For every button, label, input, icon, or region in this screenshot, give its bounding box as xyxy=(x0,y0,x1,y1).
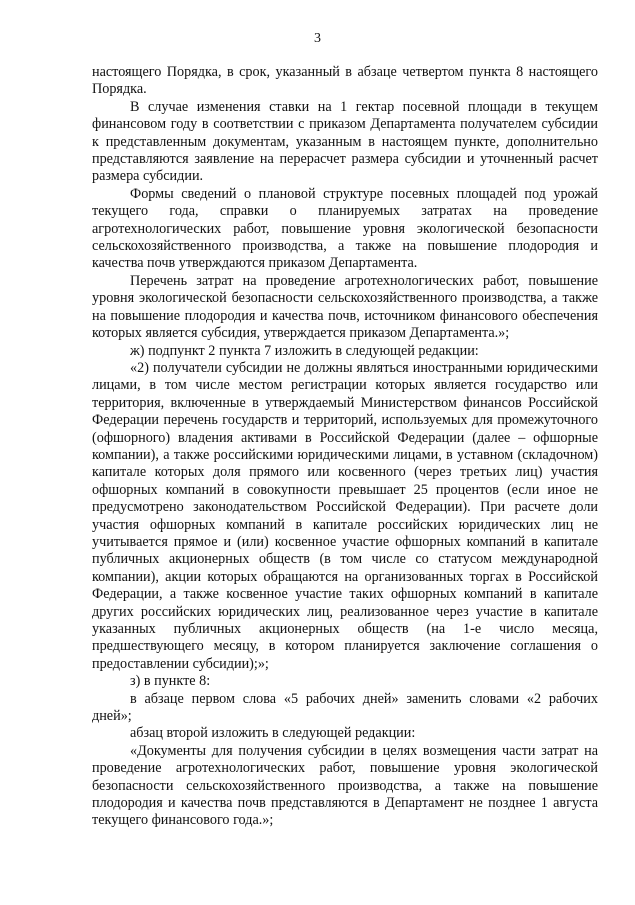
paragraph: Формы сведений о плановой структуре посевных площадей под урожай текущего года, справки о планируемых затратах на проведение агротехнологических работ, повышение уровня экологической безопасности сельскохозяйственного производства, а также на повышение плодородия и качества почв утверждаются приказом Департамента. xyxy=(92,185,598,272)
paragraph: «Документы для получения субсидии в целях возмещения части затрат на проведение агротехнологических работ, повышение уровня экологической безопасности сельскохозяйственного производства, а также на повышение плодородия и качества почв представляются в Департамент не позднее 1 августа текущего финансового года.»; xyxy=(92,742,598,829)
document-body xyxy=(92,64,598,830)
paragraph: з) в пункте 8: xyxy=(130,673,211,690)
paragraph: ж) подпункт 2 пункта 7 изложить в следующей редакции: xyxy=(130,342,479,359)
paragraph: настоящего Порядка, в срок, указанный в абзаце четвертом пункта 8 настоящего Порядка. xyxy=(92,64,598,98)
paragraph: «2) получатели субсидии не должны являться иностранными юридическими лицами, в том числе местом регистрации которых является государство или территория, включенные в утверждаемый Министерством финансов Российской Федерации перечень государств и территорий, используемых для промежуточного (офшорного) владения активами в Российской Федерации (далее – офшорные компании), а также российскими юридическими лицами, в уставном (складочном) капитале которых доля прямого или косвенного (через третьих лиц) участия офшорных компаний в совокупности превышает 25 процентов (если иное не предусмотрено законодательством Российской Федерации). При расчете доли участия офшорных компаний в капитале российских юридических лиц не учитывается прямое и (или) косвенное участие офшорных компаний в капитале публичных акционерных обществ (в том числе со статусом международной компании), акции которых обращаются на организованных торгах в Российской Федерации, а также косвенное участие таких офшорных компаний в капитале других российских юридических лиц, реализованное через участие в капитале указанных публичных акционерных обществ (на 1-е число месяца, предшествующего месяцу, в котором планируется заключение соглашения о предоставлении субсидии);»; xyxy=(92,359,598,672)
page-number: 3 xyxy=(314,31,321,46)
paragraph: Перечень затрат на проведение агротехнологических работ, повышение уровня экологической безопасности сельскохозяйственного производства, а также на повышение плодородия и качества почв, источником финансового обеспечения которых является субсидия, утверждается приказом Департамента.»; xyxy=(92,272,598,342)
paragraph: абзац второй изложить в следующей редакции: xyxy=(130,725,416,742)
paragraph: в абзаце первом слова «5 рабочих дней» заменить словами «2 рабочих дней»; xyxy=(92,690,598,725)
paragraph: В случае изменения ставки на 1 гектар посевной площади в текущем финансовом году в соответствии с приказом Департамента получателем субсидии к представленным документам, указанным в настоящем пункте, дополнительно представляются заявление на перерасчет размера субсидии и уточненный расчет размера субсидии. xyxy=(92,98,598,185)
